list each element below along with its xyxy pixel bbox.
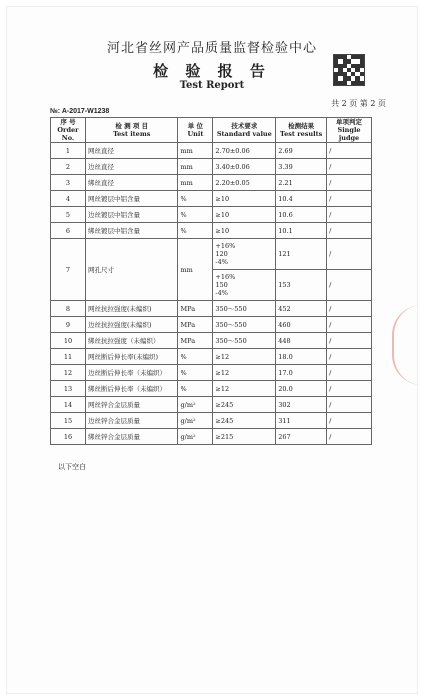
test-result-cell: 267 [276, 429, 327, 445]
single-judge-cell: / [327, 175, 372, 191]
single-judge-cell: / [327, 349, 372, 365]
unit-cell: % [178, 381, 213, 397]
standard-value-cell: +16% 150 -4% [213, 270, 276, 301]
table-row [51, 349, 372, 365]
order-no-cell: 4 [51, 191, 86, 207]
test-result-cell: 452 [276, 301, 327, 317]
unit-cell: g/m² [178, 429, 213, 445]
report-title-en: Test Report [179, 80, 245, 91]
test-result-cell: 302 [276, 397, 327, 413]
test-item-cell: 绑丝镀层中铝含量 [85, 223, 178, 239]
standard-value-cell: 2.20±0.05 [213, 175, 276, 191]
unit-cell: mm [178, 175, 213, 191]
order-no-cell: 1 [51, 143, 86, 159]
test-result-cell: 3.39 [276, 159, 327, 175]
table-row [51, 239, 372, 270]
single-judge-cell: / [327, 270, 372, 301]
table-row [51, 301, 372, 317]
test-item-cell: 边丝直径 [85, 159, 178, 175]
order-no-cell: 8 [51, 301, 86, 317]
order-no-cell: 14 [51, 397, 86, 413]
test-item-cell: 边丝断后伸长率（未编织） [85, 365, 178, 381]
unit-cell: MPa [178, 333, 213, 349]
unit-cell: % [178, 191, 213, 207]
table-row [51, 175, 372, 191]
order-no-cell: 6 [51, 223, 86, 239]
test-result-cell: 10.1 [276, 223, 327, 239]
single-judge-cell: / [327, 143, 372, 159]
single-judge-cell: / [327, 333, 372, 349]
order-no-cell: 5 [51, 207, 86, 223]
single-judge-cell: / [327, 207, 372, 223]
table-row [51, 413, 372, 429]
qr-code-icon [333, 54, 365, 86]
order-no-cell: 10 [51, 333, 86, 349]
table-row [51, 397, 372, 413]
standard-value-cell: ≥12 [213, 349, 276, 365]
test-item-cell: 网丝断后伸长率(未编织) [85, 349, 178, 365]
single-judge-cell: / [327, 159, 372, 175]
order-no-cell: 16 [51, 429, 86, 445]
test-item-cell: 网丝锌合金层质量 [85, 397, 178, 413]
standard-value-cell: ≥10 [213, 207, 276, 223]
test-result-cell: 448 [276, 333, 327, 349]
test-result-cell: 311 [276, 413, 327, 429]
test-item-cell: 网丝镀层中铝含量 [85, 191, 178, 207]
standard-value-cell: 350～550 [213, 317, 276, 333]
unit-cell: MPa [178, 301, 213, 317]
table-row [51, 223, 372, 239]
single-judge-cell: / [327, 365, 372, 381]
order-no-cell: 3 [51, 175, 86, 191]
test-item-cell: 边丝镀层中铝含量 [85, 207, 178, 223]
unit-cell: % [178, 365, 213, 381]
standard-value-cell: ≥10 [213, 191, 276, 207]
header-test-results: 检测结果 Test results [276, 118, 327, 143]
order-no-cell: 9 [51, 317, 86, 333]
order-no-cell: 12 [51, 365, 86, 381]
header-test-items: 检 测 项 目 Test items [85, 118, 178, 143]
unit-cell: % [178, 349, 213, 365]
order-no-cell: 11 [51, 349, 86, 365]
standard-value-cell: ≥12 [213, 365, 276, 381]
standard-value-cell: 350～550 [213, 333, 276, 349]
unit-cell: mm [178, 143, 213, 159]
standard-value-cell: ≥245 [213, 397, 276, 413]
report-title-zh: 检 验 报 告 [153, 62, 271, 80]
single-judge-cell: / [327, 381, 372, 397]
single-judge-cell: / [327, 301, 372, 317]
table-row [51, 159, 372, 175]
test-result-cell: 2.69 [276, 143, 327, 159]
standard-value-cell: 2.70±0.06 [213, 143, 276, 159]
order-no-cell: 2 [51, 159, 86, 175]
table-row [51, 317, 372, 333]
test-item-cell: 绑丝抗拉强度（未编织） [85, 333, 178, 349]
test-item-cell: 边丝抗拉强度(未编织) [85, 317, 178, 333]
table-header-row [51, 118, 372, 143]
table-row [51, 429, 372, 445]
test-result-cell: 18.0 [276, 349, 327, 365]
single-judge-cell: / [327, 317, 372, 333]
blank-below-note: 以下空白 [58, 463, 86, 471]
test-item-cell: 网丝直径 [85, 143, 178, 159]
test-item-cell: 绑丝断后伸长率（未编织） [85, 381, 178, 397]
organization-name: 河北省丝网产品质量监督检验中心 [106, 41, 317, 56]
test-result-cell: 153 [276, 270, 327, 301]
standard-value-cell: 350～550 [213, 301, 276, 317]
test-result-cell: 10.4 [276, 191, 327, 207]
test-results-table [50, 117, 372, 445]
standard-value-cell: ≥215 [213, 429, 276, 445]
test-item-cell: 绑丝直径 [85, 175, 178, 191]
table-row [51, 191, 372, 207]
standard-value-cell: 3.40±0.06 [213, 159, 276, 175]
standard-value-cell: ≥245 [213, 413, 276, 429]
header-single-judge: 单项判定 Single judge [327, 118, 372, 143]
table-row [51, 333, 372, 349]
header-order-no: 序 号 Order No. [51, 118, 86, 143]
single-judge-cell: / [327, 413, 372, 429]
unit-cell: mm [178, 159, 213, 175]
unit-cell: % [178, 207, 213, 223]
standard-value-cell: ≥12 [213, 381, 276, 397]
single-judge-cell: / [327, 223, 372, 239]
single-judge-cell: / [327, 239, 372, 270]
test-result-cell: 17.0 [276, 365, 327, 381]
unit-cell: % [178, 223, 213, 239]
test-item-cell: 网丝抗拉强度(未编织) [85, 301, 178, 317]
single-judge-cell: / [327, 397, 372, 413]
page-number: 共 2 页 第 2 页 [331, 99, 386, 108]
test-result-cell: 2.21 [276, 175, 327, 191]
test-result-cell: 460 [276, 317, 327, 333]
unit-cell: g/m² [178, 413, 213, 429]
order-no-cell: 7 [51, 239, 86, 301]
report-number: №: A-2017-W1238 [50, 108, 110, 115]
test-result-cell: 10.6 [276, 207, 327, 223]
standard-value-cell: +16% 120 -4% [213, 239, 276, 270]
order-no-cell: 15 [51, 413, 86, 429]
header-standard-value: 技术要求 Standard value [213, 118, 276, 143]
table-row [51, 207, 372, 223]
header-unit: 单 位 Unit [178, 118, 213, 143]
table-row [51, 381, 372, 397]
unit-cell: MPa [178, 317, 213, 333]
unit-cell: mm [178, 239, 213, 301]
unit-cell: g/m² [178, 397, 213, 413]
test-result-cell: 121 [276, 239, 327, 270]
standard-value-cell: ≥10 [213, 223, 276, 239]
test-result-cell: 20.0 [276, 381, 327, 397]
single-judge-cell: / [327, 191, 372, 207]
table-row [51, 365, 372, 381]
test-item-cell: 网孔尺寸 [85, 239, 178, 301]
test-item-cell: 边丝锌合金层质量 [85, 413, 178, 429]
order-no-cell: 13 [51, 381, 86, 397]
table-row [51, 143, 372, 159]
single-judge-cell: / [327, 429, 372, 445]
test-item-cell: 绑丝锌合金层质量 [85, 429, 178, 445]
